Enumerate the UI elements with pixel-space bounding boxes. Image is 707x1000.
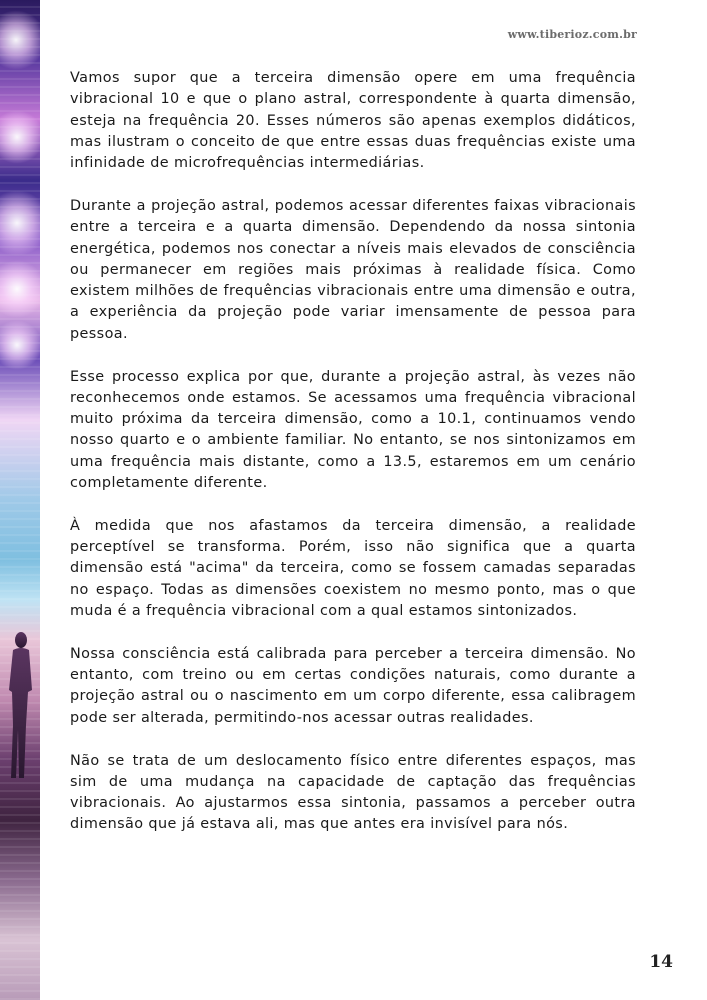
paragraph: Nossa consciência está calibrada para perceber a terceira dimensão. No entanto, com treino ou em certas condições naturais, como durante a projeção astral ou o nascimento em um corpo diferente, essa calibragem pode ser alterada, permitindo-nos acessar outras realidades. xyxy=(70,645,636,726)
side-decorative-illustration xyxy=(0,0,40,1000)
paragraph: À medida que nos afastamos da terceira dimensão, a realidade perceptível se transforma. Porém, isso não significa que a quarta dimensão está "acima" da terceira, como se fossem camadas separadas no espaço. Todas as dimensões coexistem no mesmo ponto, mas o que muda é a frequência vibracional com a qual estamos sintonizados. xyxy=(70,517,636,620)
paragraph: Durante a projeção astral, podemos acessar diferentes faixas vibracionais entre a terceira e a quarta dimensão. Dependendo da nossa sintonia energética, podemos nos conectar a níveis mais elevados de consciência ou permanecer em regiões mais próximas à realidade física. Como existem milhões de frequências vibracionais entre uma dimensão e outra, a experiência da projeção pode variar imensamente de pessoa para pessoa. xyxy=(70,197,636,342)
site-url[interactable]: www.tiberioz.com.br xyxy=(507,28,637,41)
paragraph: Não se trata de um deslocamento físico entre diferentes espaços, mas sim de uma mudança na capacidade de captação das frequências vibracionais. Ao ajustarmos essa sintonia, passamos a perceber outra dimensão que já estava ali, mas que antes era invisível para nós. xyxy=(70,752,636,833)
light-glow-icon xyxy=(0,10,40,70)
light-glow-icon xyxy=(0,260,40,318)
paragraph: Vamos supor que a terceira dimensão opere em uma frequência vibracional 10 e que o plano astral, correspondente à quarta dimensão, esteja na frequência 20. Esses números são apenas exemplos didáticos, mas ilustram o conceito de que entre essas duas frequências existe uma infinidade de microfrequências intermediárias. xyxy=(70,70,636,172)
light-glow-icon xyxy=(0,190,40,256)
light-glow-icon xyxy=(0,110,40,164)
paragraph: Esse processo explica por que, durante a projeção astral, às vezes não reconhecemos onde estamos. Se acessamos uma frequência vibracional muito próxima da terceira dimensão, como a 10.1, continuamos vendo nosso quarto e o ambiente familiar. No entanto, se nos sintonizamos em uma frequência mais distante, como a 13.5, estaremos em um cenário completamente diferente. xyxy=(70,368,636,492)
light-glow-icon xyxy=(0,320,40,370)
page-number: 14 xyxy=(649,952,673,972)
human-silhouette-icon xyxy=(4,630,38,780)
main-content xyxy=(70,68,636,857)
